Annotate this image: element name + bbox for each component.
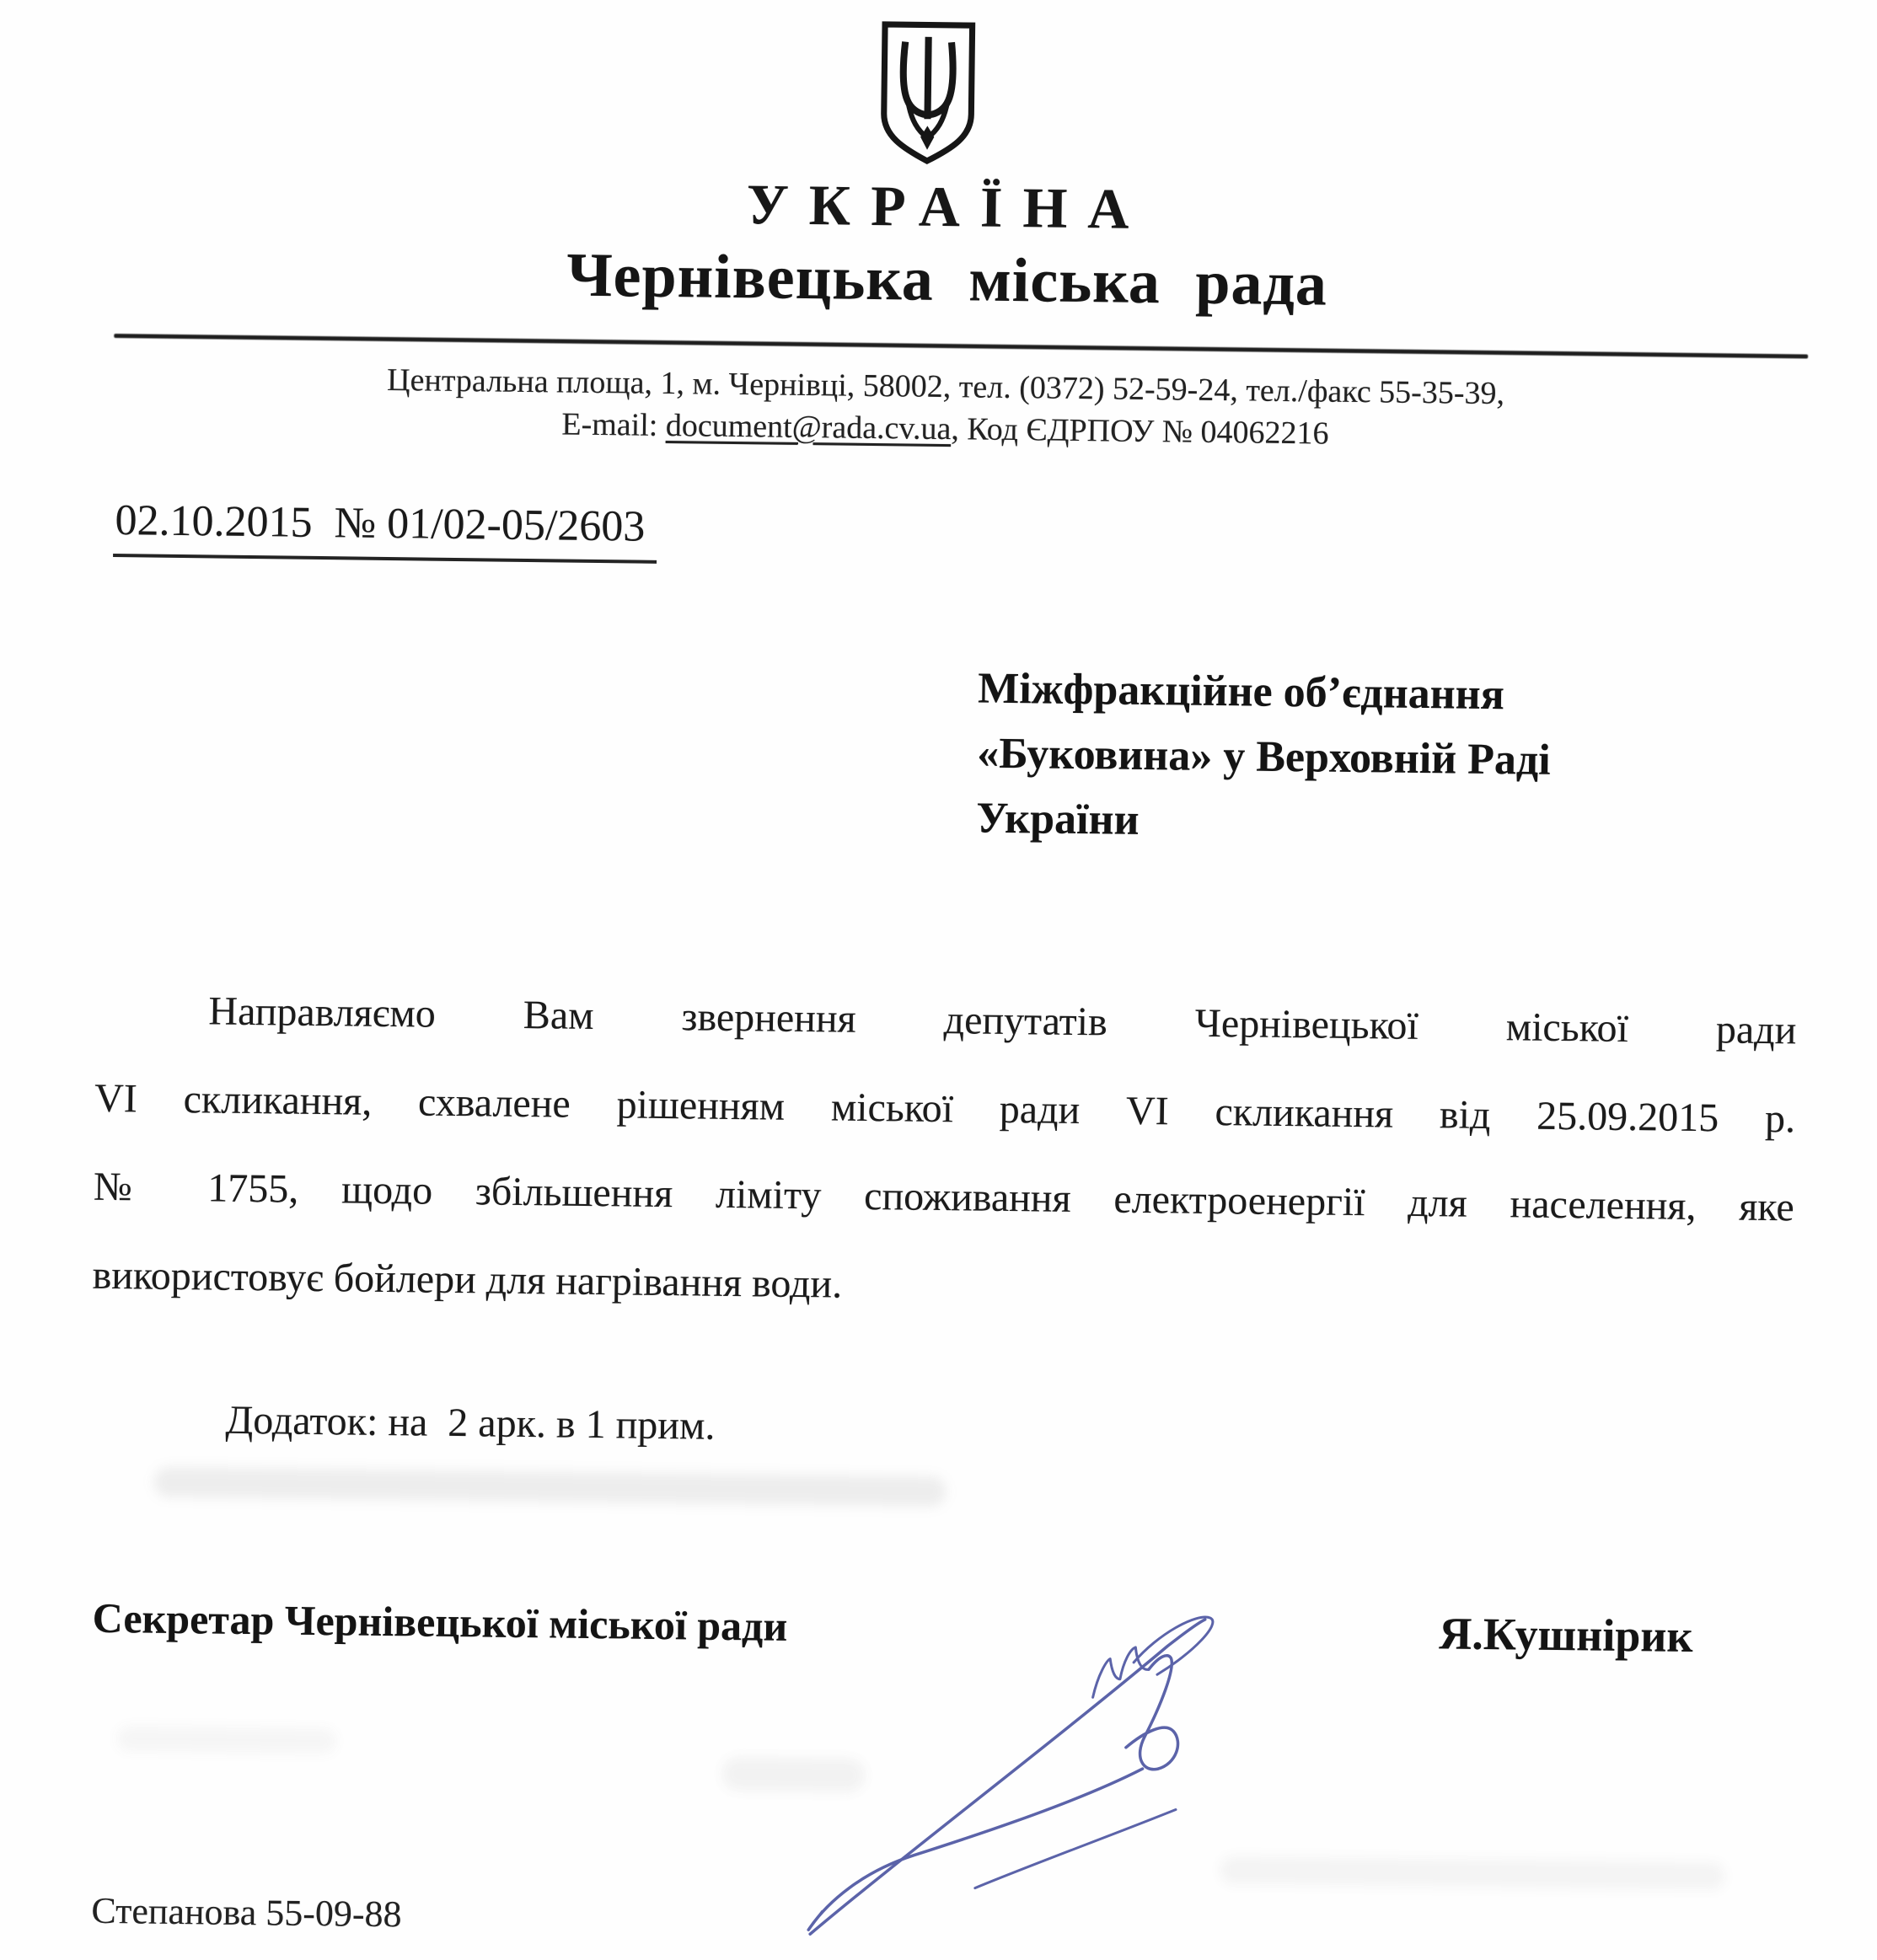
letter-body: [92, 966, 1797, 1341]
letterhead-divider: [114, 334, 1808, 359]
scan-smudge: [117, 1726, 336, 1754]
ukraine-coat-of-arms-icon: [871, 18, 984, 168]
country-title: УКРАЇНА: [746, 172, 1150, 241]
address-line: Центральна площа, 1, м. Чернівці, 58002, тел. (0372) 52-59-24, тел./факс 55-35-39,: [386, 361, 1505, 412]
scan-smudge: [1220, 1856, 1725, 1890]
email-label: E-mail:: [561, 406, 667, 444]
addressee-line: «Буковина» у Верховній Раді: [976, 729, 1552, 785]
organization-title: Чернівецька міська рада: [566, 240, 1328, 319]
addressee-line: Міжфракційне об’єднання: [977, 664, 1505, 720]
edrpou-code: , Код ЄДРПОУ № 04062216: [951, 411, 1329, 452]
date-and-reference-number: 02.10.2015 № 01/02-05/2603: [113, 495, 657, 564]
executor-contact: Степанова 55-09-88: [91, 1889, 402, 1936]
letterhead-contacts: [7, 354, 1877, 461]
body-line: VI скликання, схвалене рішенням міської ради VI скликання від 25.09.2015 р.: [94, 1075, 1796, 1142]
body-line: № 1755, щодо збільшення ліміту споживання електроенергії для населення, яке: [93, 1164, 1795, 1230]
addressee-line: України: [976, 794, 1140, 844]
body-line: використовує бойлери для нагрівання води.: [92, 1252, 843, 1307]
tryzub-prongs: [903, 36, 953, 138]
addressee-block: [976, 656, 1552, 858]
body-line: Направляємо Вам звернення депутатів Чернівецької міської ради: [208, 988, 1797, 1053]
email-address: document@rada.cv.ua: [665, 408, 952, 447]
scan-smudge: [721, 1757, 865, 1792]
attachment-note: Додаток: на 2 арк. в 1 прим.: [225, 1397, 716, 1449]
signer-name: Я.Кушнірик: [1438, 1608, 1693, 1662]
signer-position-title: Секретар Чернівецької міської ради: [92, 1593, 788, 1650]
scan-smudge: [153, 1467, 946, 1507]
tryzub-arrow-tip: [920, 126, 935, 150]
